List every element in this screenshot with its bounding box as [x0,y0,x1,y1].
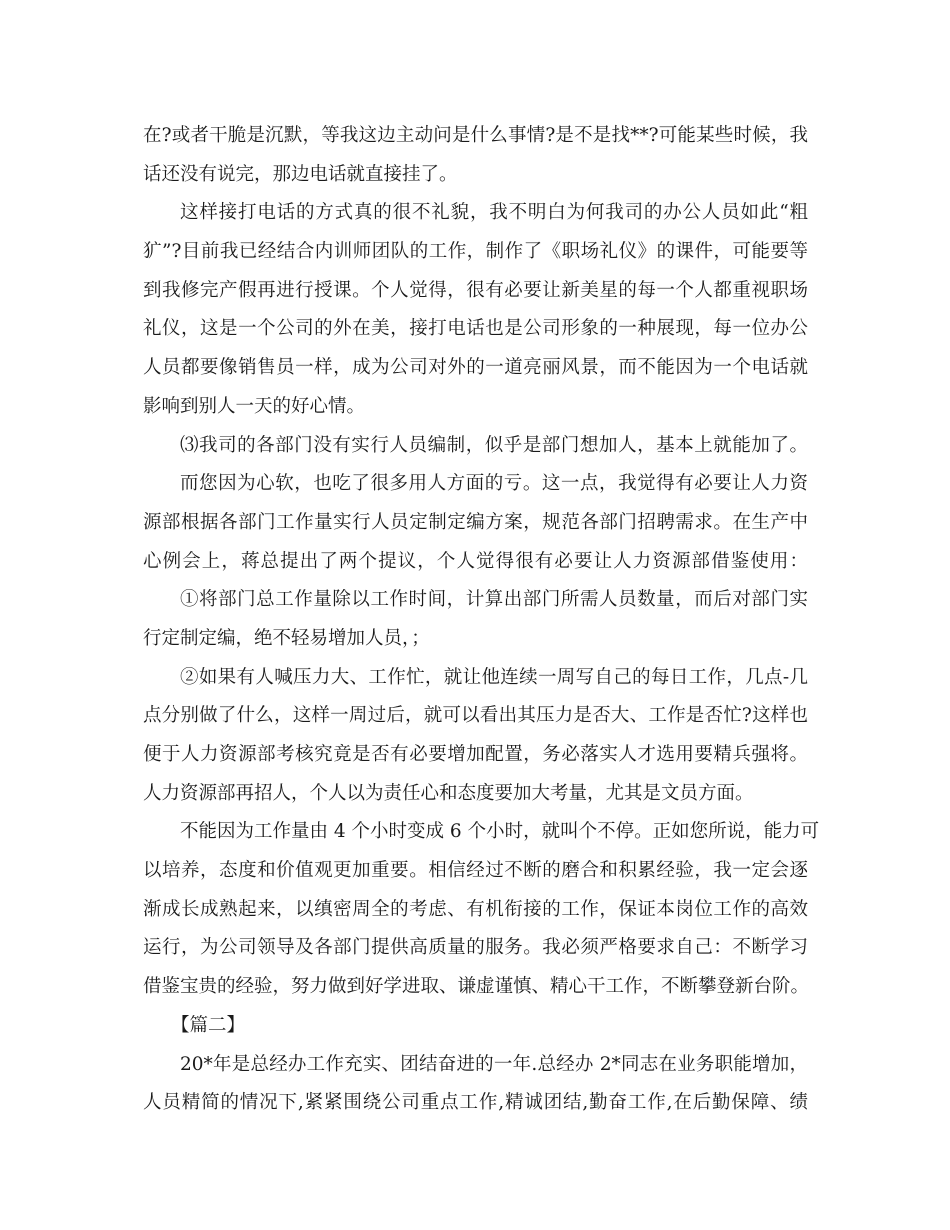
text-line: 到我修完产假再进行授课。个人觉得，很有必要让新美星的每一个人都重视职场 [143,279,808,301]
text-line: 渐成长成熟起来，以缜密周全的考虑、有机衔接的工作，保证本岗位工作的高效 [143,898,808,920]
text-line: 礼仪，这是一个公司的外在美，接打电话也是公司形象的一种展现，每一位办公 [143,318,808,340]
text-line: 点分别做了什么，这样一周过后，就可以看出其压力是否大、工作是否忙?这样也 [143,705,808,727]
text-line: 借鉴宝贵的经验，努力做到好学进取、谦虚谨慎、精心干工作，不断攀登新台阶。 [143,976,810,998]
text-line: 心例会上，蒋总提出了两个提议，个人觉得很有必要让人力资源部借鉴使用： [143,550,808,572]
paragraph-start-line: 而您因为心软，也吃了很多用人方面的亏。这一点，我觉得有必要让人力资 [180,473,808,495]
text-line: 行定制定编，绝不轻易增加人员，； [143,627,430,649]
text-line: 运行，为公司领导及各部门提供高质量的服务。我必须严格要求自己：不断学习 [143,937,808,959]
text-line: 便于人力资源部考核究竟是否有必要增加配置，务必落实人才选用要精兵强将。 [143,744,808,765]
paragraph-start-line: 20*年是总经办工作充实、团结奋进的一年.总经办 2*同志在业务职能增加， [180,1053,808,1075]
text-line: 以培养，态度和价值观更加重要。相信经过不断的磨合和积累经验，我一定会逐 [143,860,808,882]
text-line: 影响到别人一天的好心情。 [143,395,366,417]
text-line: 人员都要像销售员一样，成为公司对外的一道亮丽风景，而不能因为一个电话就 [143,357,808,379]
paragraph-start-line: 不能因为工作量由 4 个小时变成 6 个小时，就叫个不停。正如您所说，能力可 [180,821,820,843]
list-item-2-line: ②如果有人喊压力大、工作忙，就让他连续一周写自己的每日工作，几点-几 [180,666,808,688]
section-heading: 【篇二】 [171,1014,246,1036]
text-line: 人员精简的情况下,紧紧围绕公司重点工作,精诚团结,勤奋工作,在后勤保障、绩 [143,1092,808,1114]
text-line: 话还没有说完，那边电话就直接挂了。 [143,163,458,185]
text-line: 人力资源部再招人，个人以为责任心和态度要加大考量，尤其是文员方面。 [143,782,754,804]
paragraph-start-line: 这样接打电话的方式真的很不礼貌，我不明白为何我司的办公人员如此“粗 [180,202,808,224]
text-line: 犷”?目前我已经结合内训师团队的工作，制作了《职场礼仪》的课件，可能要等 [143,241,808,263]
text-line: 源部根据各部门工作量实行人员定制定编方案，规范各部门招聘需求。在生产中 [143,511,808,533]
paragraph-start-line: ⑶我司的各部门没有实行人员编制，似乎是部门想加人，基本上就能加了。 [180,434,808,456]
text-line: 在?或者干脆是沉默，等我这边主动问是什么事情?是不是找**?可能某些时候，我 [143,125,808,146]
document-body [143,117,820,1123]
list-item-1-line: ①将部门总工作量除以工作时间，计算出部门所需人员数量，而后对部门实 [180,589,808,611]
